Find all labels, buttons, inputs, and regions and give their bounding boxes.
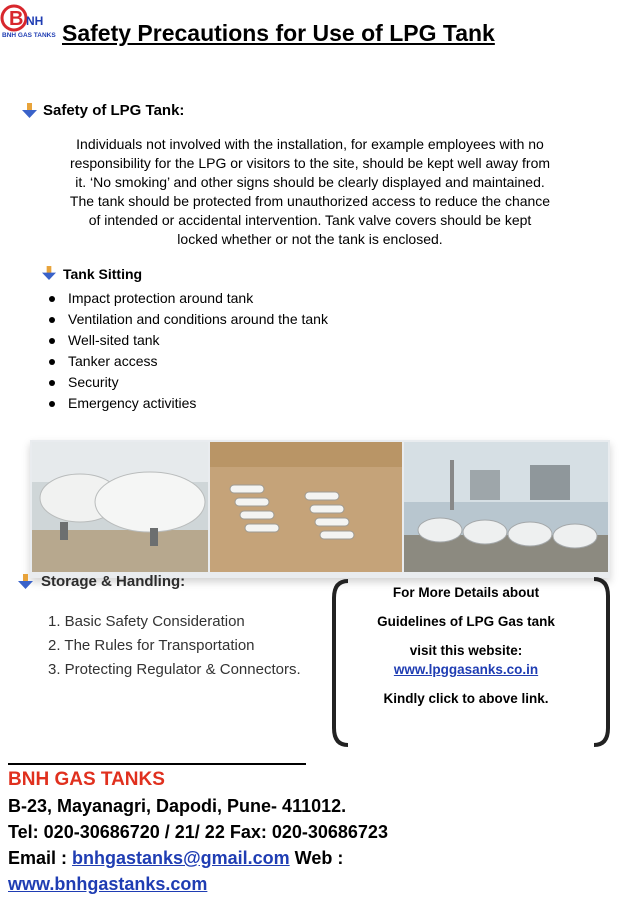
list-item-text: Impact protection around tank: [68, 290, 254, 306]
tank-photo-collage: [30, 440, 610, 578]
safety-heading-label: Safety of LPG Tank:: [43, 102, 185, 119]
arrow-down-icon: [42, 266, 57, 282]
safety-heading: [22, 102, 184, 119]
list-item: [46, 330, 328, 351]
tank-sitting-heading: [42, 266, 142, 282]
bullet-icon: [49, 359, 55, 365]
website-link[interactable]: www.lpggasanks.co.in: [393, 662, 539, 677]
list-item-text: Tanker access: [68, 353, 158, 369]
divider: [8, 763, 306, 765]
info-box: [346, 585, 586, 720]
photo-tank-yard: [32, 442, 208, 572]
info-line: For More Details about: [392, 585, 540, 600]
list-item: [46, 372, 328, 393]
info-line: visit this website:: [409, 643, 523, 658]
arrow-down-icon: [18, 574, 33, 590]
list-item: 2. The Rules for Transportation: [48, 637, 255, 654]
paragraph-line: of intended or accidental intervention. Tank valve covers should be kept: [88, 212, 532, 228]
company-logo: [0, 2, 60, 42]
web-line: [8, 874, 207, 895]
company-address: B-23, Mayanagri, Dapodi, Pune- 411012.: [8, 796, 347, 816]
photo-industrial-plant: [404, 442, 608, 572]
logo-letter: B: [9, 8, 24, 30]
list-item-text: Ventilation and conditions around the tank: [68, 311, 328, 327]
bullet-icon: [49, 401, 55, 407]
company-name: BNH GAS TANKS: [8, 769, 165, 790]
list-item: [46, 393, 328, 414]
safety-paragraph: [40, 135, 580, 249]
bullet-icon: [49, 380, 55, 386]
list-item: [46, 351, 328, 372]
list-item: 1. Basic Safety Consideration: [48, 613, 245, 630]
right-bracket: [592, 576, 612, 753]
photo-desert-tanks: [210, 442, 402, 572]
list-item-text: Security: [68, 374, 119, 390]
list-item: [46, 288, 328, 309]
logo-sub: NH: [26, 14, 44, 28]
bullet-icon: [49, 338, 55, 344]
web-link[interactable]: www.bnhgastanks.com: [8, 874, 208, 894]
bullet-icon: [49, 296, 55, 302]
storage-heading-label: Storage & Handling:: [41, 573, 186, 590]
paragraph-line: Individuals not involved with the installation, for example employees with no: [76, 136, 544, 152]
storage-heading: [18, 573, 185, 590]
paragraph-line: responsibility for the LPG or visitors to the site, should be kept well away from: [69, 155, 551, 171]
info-line: Guidelines of LPG Gas tank: [377, 614, 555, 629]
tank-sitting-label: Tank Sitting: [63, 266, 143, 282]
list-item: [46, 309, 328, 330]
page-title: Safety Precautions for Use of LPG Tank: [62, 20, 495, 46]
company-phone: Tel: 020-30686720 / 21/ 22 Fax: 020-30686723: [8, 822, 388, 842]
list-item: 3. Protecting Regulator & Connectors.: [48, 661, 301, 678]
paragraph-line: The tank should be protected from unauthorized access to reduce the chance: [69, 193, 551, 209]
paragraph-line: it. ‘No smoking’ and other signs should be clearly displayed and maintained.: [75, 174, 545, 190]
bullet-icon: [49, 317, 55, 323]
list-item-text: Well-sited tank: [68, 332, 160, 348]
info-line: Kindly click to above link.: [383, 691, 549, 706]
tank-sitting-list: [46, 288, 328, 414]
arrow-down-icon: [22, 103, 37, 119]
list-item-text: Emergency activities: [68, 395, 197, 411]
logo-text: BNH GAS TANKS: [2, 32, 56, 39]
paragraph-line: locked whether or not the tank is enclosed.: [177, 231, 443, 247]
web-label: Web :: [294, 848, 344, 868]
storage-list: [48, 610, 301, 682]
contact-line: [8, 848, 343, 869]
email-link[interactable]: bnhgastanks@gmail.com: [72, 848, 290, 868]
email-label: Email :: [8, 848, 68, 868]
